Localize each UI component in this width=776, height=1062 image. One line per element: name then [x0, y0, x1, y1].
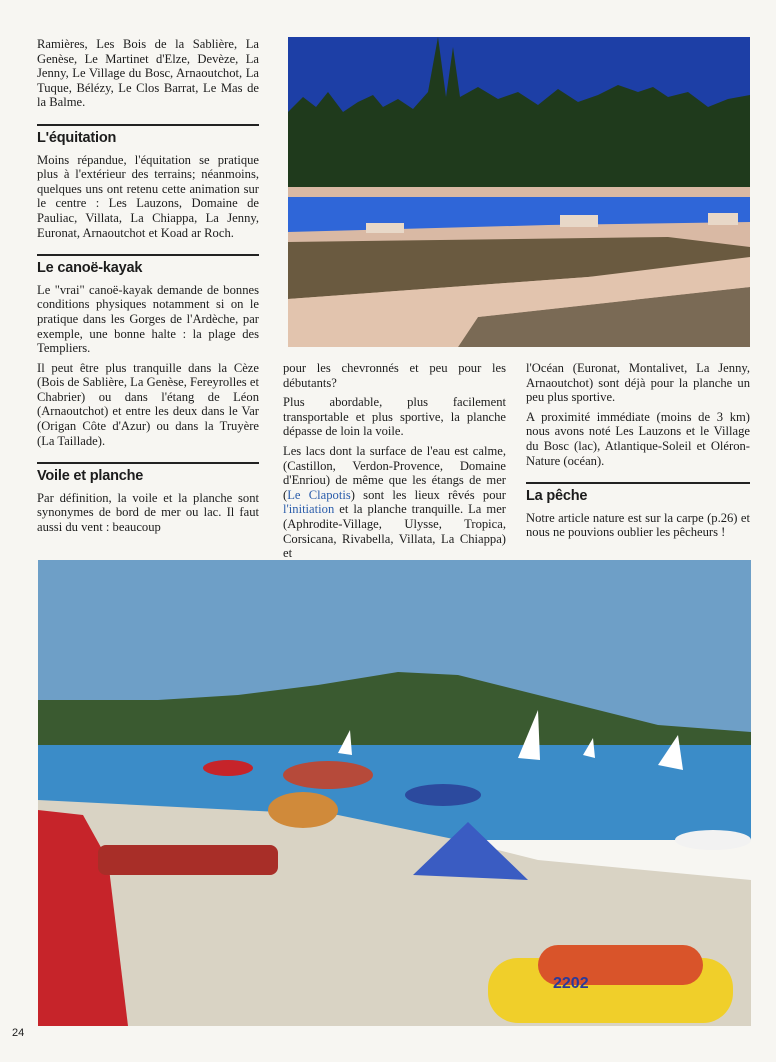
- text-run: Les lacs dont la surface de l'eau est calme, (Castillon, Verdon-Provence, Domaine d'Enriou) de même que les étangs de mer (: [283, 443, 506, 502]
- intro-paragraph: Ramières, Les Bois de la Sablière, La Genèse, Le Martinet d'Elze, Devèze, La Jenny, Le Village du Bosc, Arnaoutchot, La Tuque, Bélézy, Le Clos Barrat, Le Mas de la Balme.: [37, 37, 259, 110]
- equitation-paragraph: Moins répandue, l'équitation se pratique plus à l'extérieur des terrains; néanmoins, quelques uns ont retenu cette animation sur le centre : Les Lauzons, Domaine de Pauliac, Villata, La Chiappa, La Jenny, Euronat, Arnaoutchot et Koad ar Roch.: [37, 152, 259, 240]
- page-number: 24: [12, 1027, 25, 1039]
- peche-paragraph: Notre article nature est sur la carpe (p.26) et nous ne pouvions oublier les pêcheurs !: [526, 510, 750, 540]
- voile-paragraph: Par définition, la voile et la planche sont synonymes de bord de mer ou lac. Il faut aussi du vent : beaucoup: [37, 490, 259, 535]
- pool-bench: [366, 223, 404, 233]
- middle-paragraph-3: [283, 444, 506, 561]
- middle-paragraph-1: pour les chevronnés et peu pour les débutants?: [283, 361, 506, 390]
- canoe-paragraph-1: Le "vrai" canoë-kayak demande de bonnes conditions physiques notamment si on le pratique dans les Gorges de l'Ardèche, par exemple, une bonne halte : la plage des Templiers.: [37, 282, 259, 356]
- parasol: [675, 830, 751, 850]
- column-left: [37, 37, 259, 540]
- heading-peche: La pêche: [526, 488, 588, 505]
- beach-illustration: [38, 560, 751, 1026]
- parasol: [283, 761, 373, 789]
- pool-bench: [560, 215, 598, 227]
- highlight-initiation: l'initiation: [283, 502, 335, 517]
- boat-lettering: 2202: [553, 975, 589, 992]
- canoe-paragraph-2: Il peut être plus tranquille dans la Cèze (Bois de Sablière, La Genèse, Fereyrolles et Chabrier) ou dans l'étang de Léon (Arnaoutchot) et entre les deux dans le Var (Origan Côte d'Azur) ou dans la Truyère (La Taillade).: [37, 360, 259, 448]
- pool-bench: [708, 213, 738, 225]
- heading-equitation: L'équitation: [37, 129, 117, 146]
- heading-canoe-kayak: Le canoë-kayak: [37, 260, 143, 277]
- column-right: [526, 361, 750, 545]
- heading-voile-planche: Voile et planche: [37, 468, 144, 485]
- canoe: [98, 845, 278, 875]
- parasol: [203, 760, 253, 776]
- text-run: ) sont les lieux rêvés pour: [350, 487, 506, 502]
- right-paragraph-1: l'Océan (Euronat, Montalivet, La Jenny, Arnaoutchot) sont déjà pour la planche un peu plus sportive.: [526, 361, 750, 405]
- pool-illustration: [288, 37, 750, 347]
- parasol: [268, 792, 338, 828]
- photo-pool: [288, 37, 750, 347]
- right-paragraph-2: A proximité immédiate (moins de 3 km) nous avons noté Les Lauzons et le Village du Bosc (lac), Atlantique-Soleil et Oléron-Nature (océan).: [526, 409, 750, 468]
- highlight-le-clapotis: Le Clapotis: [287, 487, 351, 502]
- photo-beach: [38, 560, 751, 1026]
- text-run: et la planche tranquille. La mer (Aphrodite-Village, Ulysse, Tropica, Corsicana, Rivabella, Villata, La Chiappa) et: [283, 502, 506, 561]
- column-middle: [283, 361, 506, 566]
- middle-paragraph-2: Plus abordable, plus facilement transportable et plus sportive, la planche dépasse de loin la voile.: [283, 395, 506, 439]
- parasol: [405, 784, 481, 806]
